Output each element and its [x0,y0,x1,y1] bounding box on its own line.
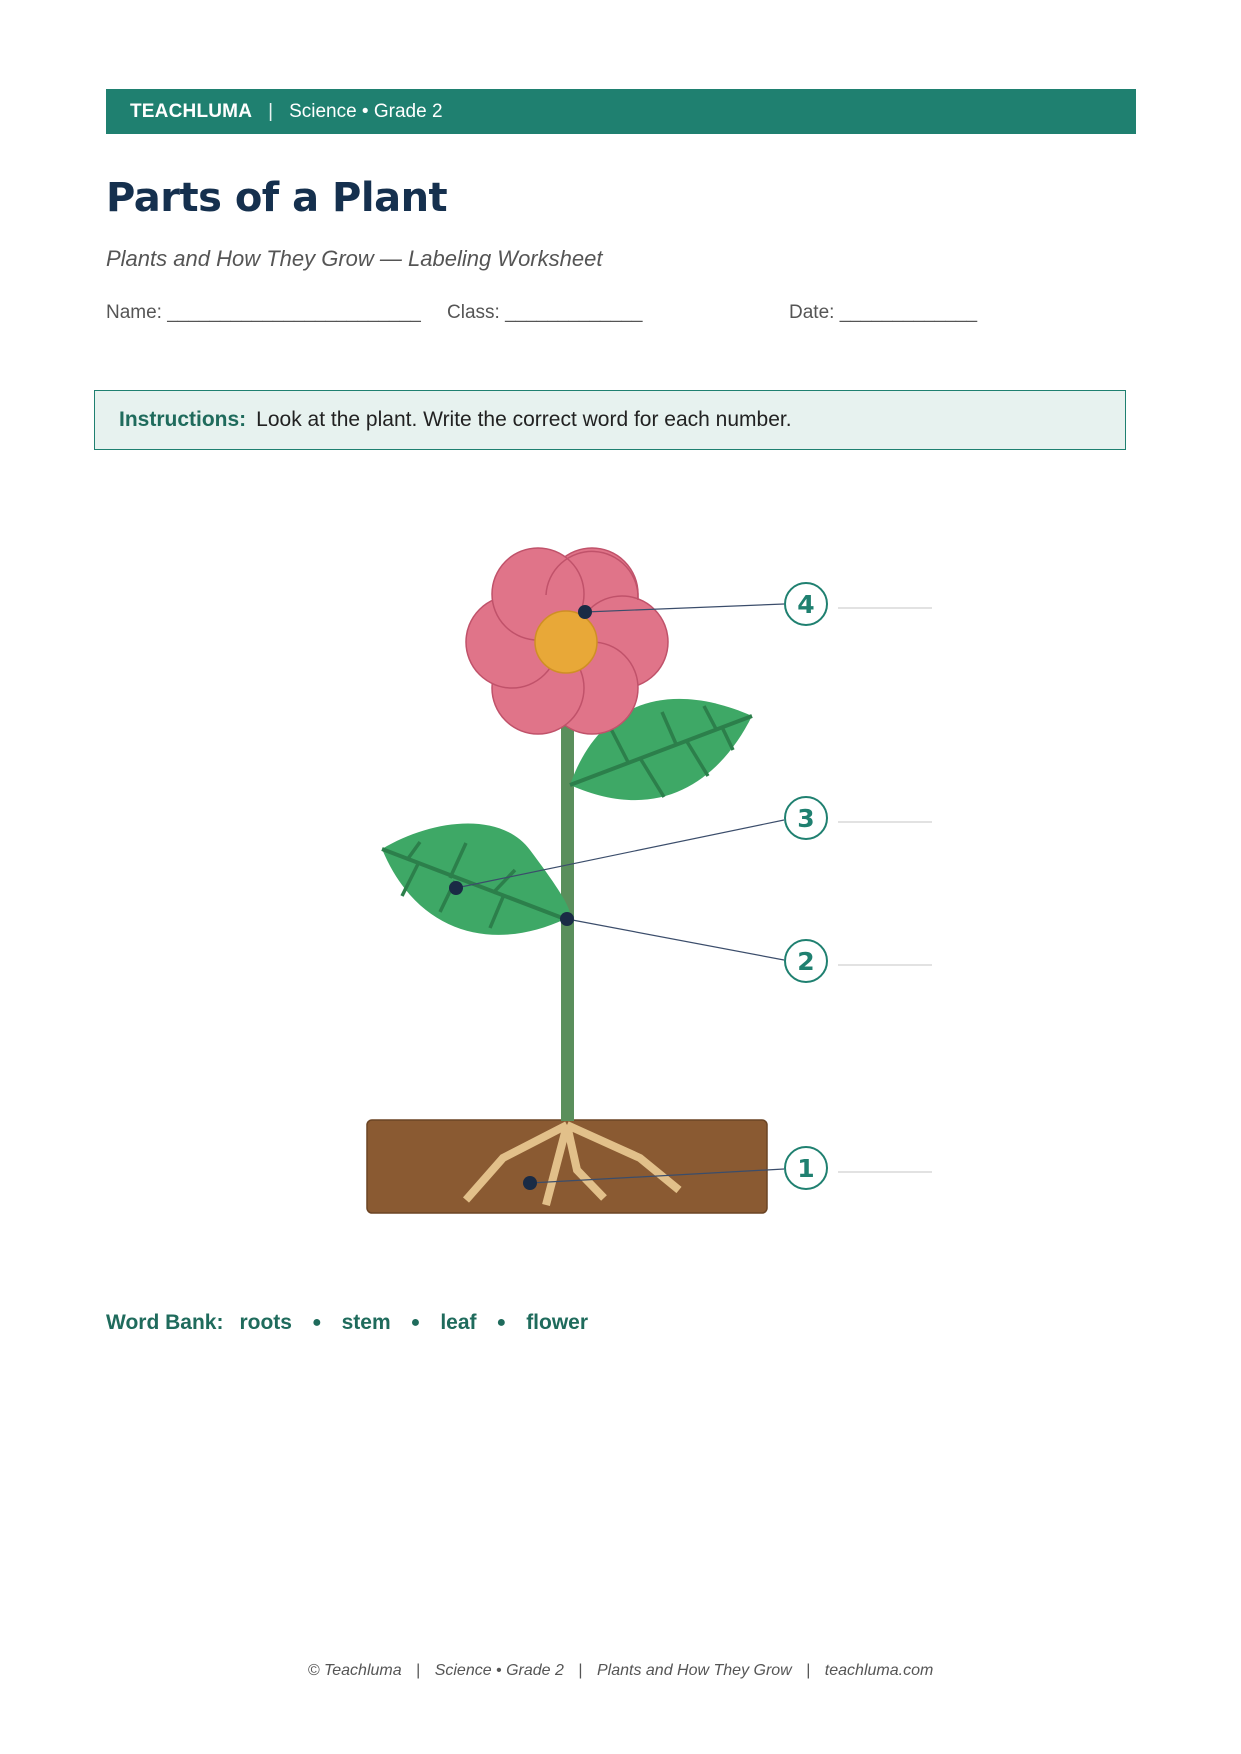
callout-1 [785,1147,932,1189]
page-title: Parts of a Plant [106,175,448,221]
footer-separator: | [806,1662,811,1679]
word-bank-label: Word Bank: [106,1311,224,1334]
footer-separator: | [416,1662,421,1679]
bullet-icon: ● [410,1314,421,1331]
instructions-text: Look at the plant. Write the correct word for each number. [256,408,792,431]
callout-number: 1 [797,1154,815,1183]
brand-name: TEACHLUMA [130,100,253,122]
footer-course: Science • Grade 2 [434,1662,564,1679]
word-bank [106,1311,588,1335]
word-bank-word: roots [239,1311,292,1334]
header-separator: | [268,100,274,122]
flower-center [535,611,597,673]
callout-number: 3 [797,804,815,833]
callout-3 [785,797,932,839]
page-footer [0,1662,1241,1680]
course-label: Science • Grade 2 [289,100,443,122]
callout-2 [785,940,932,982]
word-bank-word: flower [526,1311,589,1334]
footer-copyright: © Teachluma [307,1662,402,1679]
page-subtitle: Plants and How They Grow — Labeling Worksheet [106,246,603,271]
instructions-label: Instructions: [119,408,247,431]
footer-unit: Plants and How They Grow [596,1662,792,1679]
leaf-left [382,824,570,935]
class-field[interactable]: Class: _____________ [447,302,643,323]
word-bank-word: stem [341,1311,391,1334]
name-field[interactable]: Name: ________________________ [106,302,421,323]
footer-website-link[interactable]: teachluma.com [824,1662,934,1679]
callout-number: 2 [797,947,815,976]
footer-separator: | [578,1662,583,1679]
callout-4 [785,583,932,625]
callout-number: 4 [797,590,815,619]
bullet-icon: ● [496,1314,507,1331]
word-bank-word: leaf [440,1311,477,1334]
bullet-icon: ● [311,1314,322,1331]
date-field[interactable]: Date: _____________ [789,302,978,323]
